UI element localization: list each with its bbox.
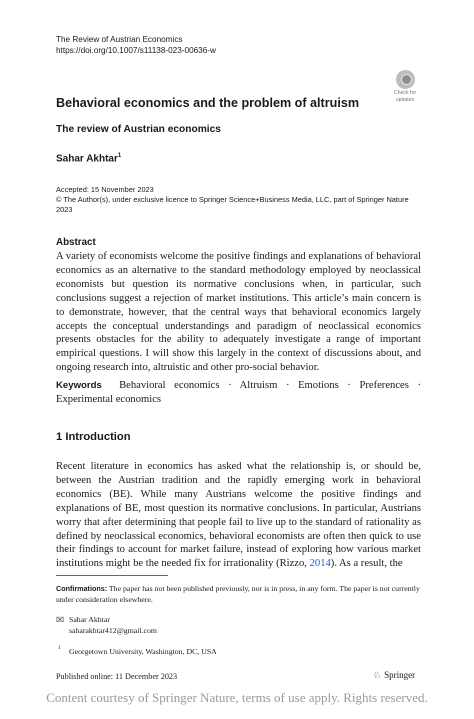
publisher-name: Springer	[384, 670, 416, 680]
author-line	[56, 153, 121, 164]
keywords-label: Keywords	[56, 380, 102, 391]
contact-name: Sahar Akhtar	[69, 615, 110, 624]
published-date: Published online: 11 December 2023	[56, 672, 178, 681]
badge-line1: Check for	[393, 90, 417, 96]
article-subtitle: The review of Austrian economics	[56, 124, 221, 135]
author-affiliation-mark: 1	[117, 153, 122, 159]
journal-header	[56, 34, 216, 56]
accepted-date: Accepted: 15 November 2023	[56, 185, 154, 194]
introduction-text	[56, 460, 421, 571]
article-title: Behavioral economics and the problem of altruism	[56, 96, 360, 110]
affiliation-number: 1	[58, 645, 61, 651]
intro-text-part2: ). As a result, the	[330, 558, 403, 570]
journal-name: The Review of Austrian Economics	[56, 35, 183, 44]
footnote	[56, 584, 426, 606]
footnote-divider	[56, 575, 168, 576]
courtesy-notice: Content courtesy of Springer Nature, terms of use apply. Rights reserved.	[46, 690, 428, 705]
check-updates-icon	[396, 70, 415, 89]
publisher-logo	[373, 670, 415, 681]
author-name: Sahar Akhtar	[56, 153, 118, 165]
affiliation-text: Georgetown University, Washington, DC, USA	[69, 647, 217, 656]
citation-link[interactable]: 2014	[309, 558, 331, 570]
springer-horse-icon: ♘	[373, 670, 382, 680]
contact-block	[69, 614, 157, 636]
abstract-heading: Abstract	[56, 237, 96, 248]
footnote-text: The paper has not been published previously, nor is in press, in any form. The paper is not currently under consideration elsewhere.	[56, 584, 420, 604]
footnote-label: Confirmations:	[56, 584, 108, 593]
badge-line2: updates	[395, 97, 415, 103]
intro-text-part1: Recent literature in economics has asked what the relationship is, or should be, between the Austrian tradition and the rapidly emerging work in behavioral economics (BE). While many Austrians welcome the positive findings and explanations of BE, most question its normative conclusions. In particular, Austrians worry that after determining that people fail to live up to the standard of rationality as defined by neoclassical economics, behavioral economists are often then quick to use their findings to account for market failure, instead of exploring how various market institutions might be the needed fix for irrationality (Rizzo,	[56, 461, 421, 570]
abstract-text: A variety of economists welcome the positive findings and explanations of behavioral economics as an alternative to the standard methodology employed by neoclassical economists but question its normative conclusions when, in particular, such conclusions suggest a rejection of market institutions. This article’s main concern is to demonstrate, however, that the central ways that behavioral economics largely accepts the conceptual understandings and paradigm of neoclassical economics presents obstacles for the ability to adequately investigate a range of important empirical questions. I will show this largely in the context of discussions about, and ongoing research into, altruistic and other pro-social behavior.	[56, 251, 421, 374]
journal-doi[interactable]: https://doi.org/10.1007/s11138-023-00636-w	[56, 46, 216, 55]
section-heading-introduction: 1 Introduction	[56, 431, 131, 443]
keywords	[56, 379, 421, 407]
article-meta	[56, 185, 426, 215]
copyright-notice: © The Author(s), under exclusive licence to Springer Science+Business Media, LLC, part of Springer Nature 2023	[56, 195, 409, 214]
contact-email[interactable]: saharakhtar412@gmail.com	[69, 626, 157, 635]
keywords-list: Behavioral economics · Altruism · Emotions · Preferences · Experimental economics	[56, 380, 421, 405]
check-for-updates-badge[interactable]	[389, 70, 421, 102]
mail-icon: ✉	[56, 615, 65, 626]
